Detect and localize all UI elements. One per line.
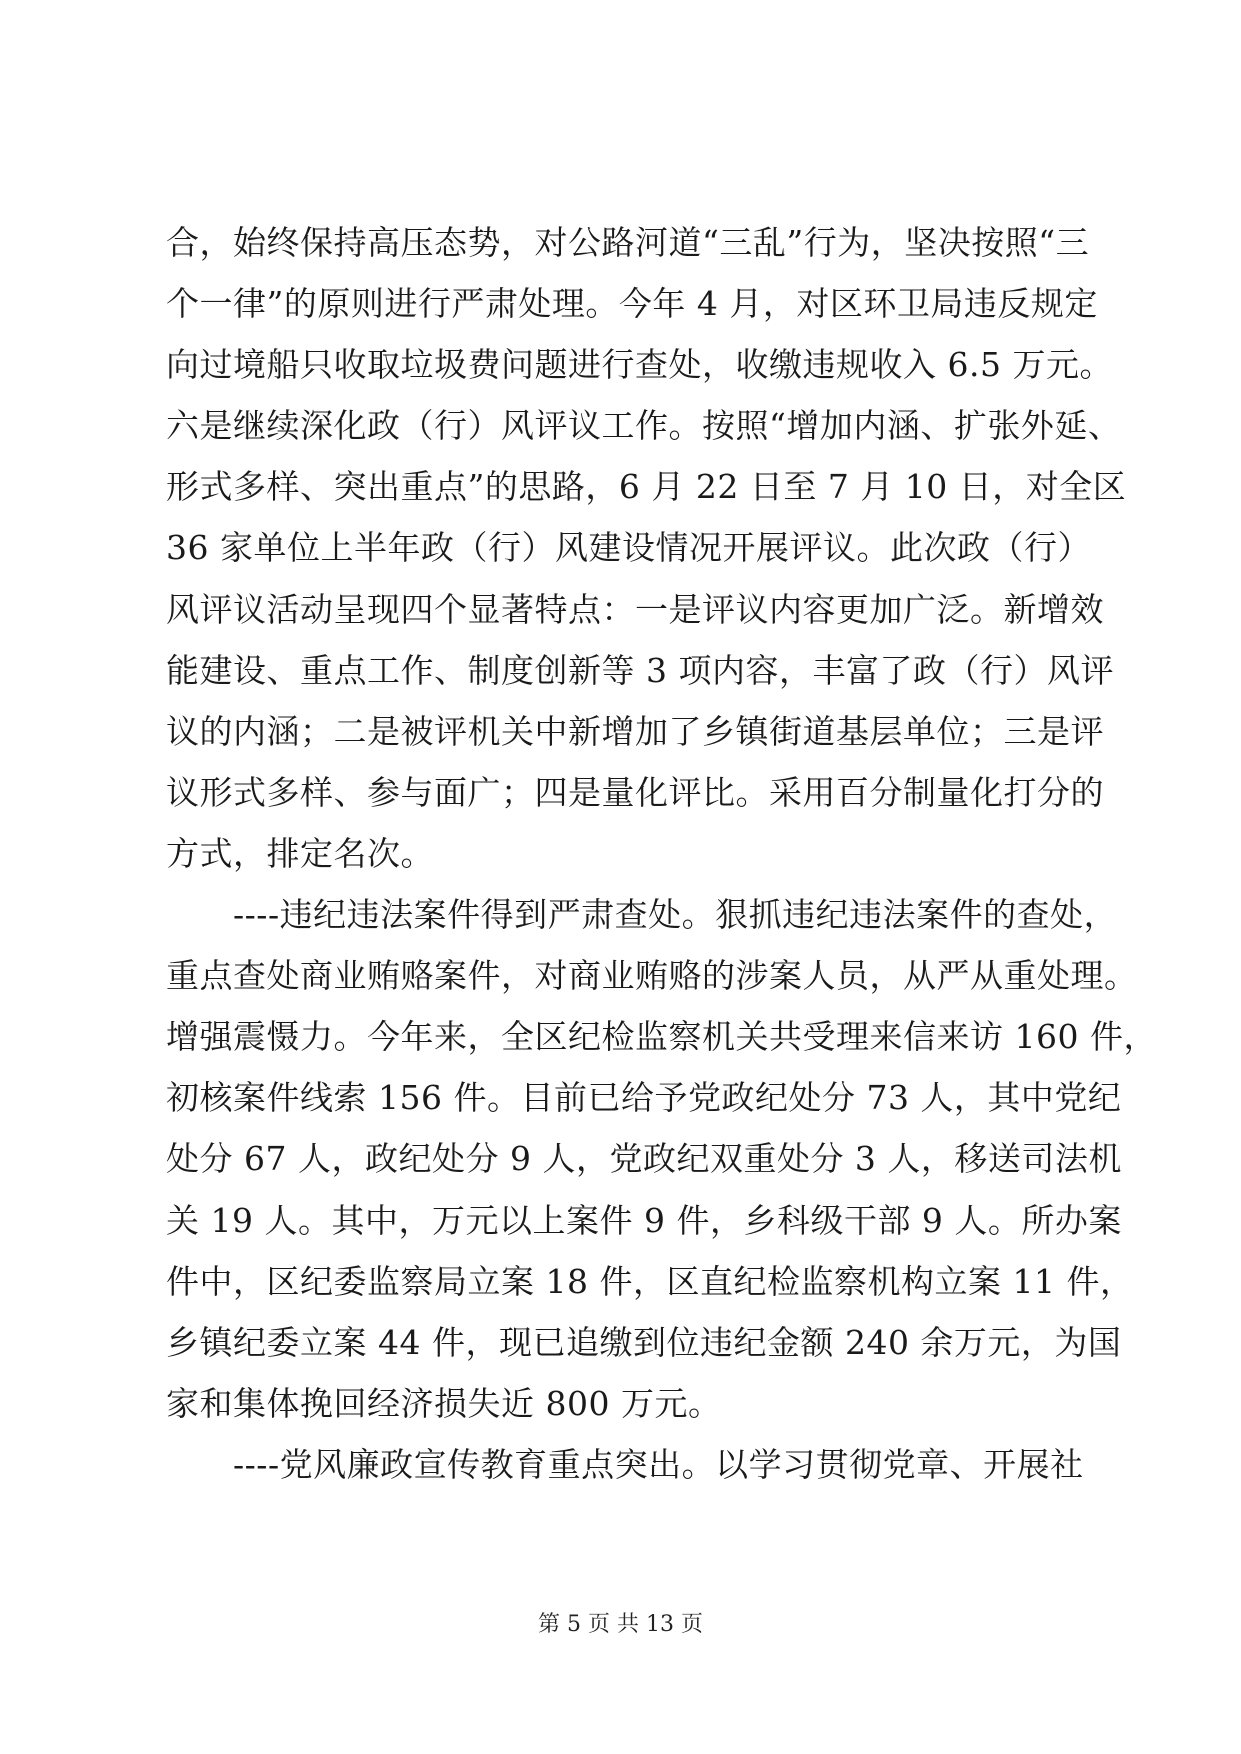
- text-line: 关 19 人。其中，万元以上案件 9 件，乡科级干部 9 人。所办案: [166, 1200, 1122, 1240]
- text-line: 件中，区纪委监察局立案 18 件，区直纪检监察机构立案 11 件，: [166, 1261, 1134, 1301]
- text-line: 合，始终保持高压态势，对公路河道“三乱”行为，坚决按照“三: [166, 223, 1090, 262]
- text-line: 议形式多样、参与面广；四是量化评比。采用百分制量化打分的: [166, 772, 1104, 812]
- text-line: 家和集体挽回经济损失近 800 万元。: [166, 1383, 722, 1423]
- text-line: ----违纪违法案件得到严肃查处。狠抓违纪违法案件的查处，: [166, 895, 1118, 935]
- text-line: 形式多样、突出重点”的思路，6 月 22 日至 7 月 10 日，对全区: [166, 467, 1127, 507]
- text-line: 能建设、重点工作、制度创新等 3 项内容，丰富了政（行）风评: [166, 650, 1114, 690]
- text-line: 增强震慑力。今年来，全区纪检监察机关共受理来信来访 160 件，: [166, 1017, 1157, 1057]
- text-line: 初核案件线索 156 件。目前已给予党政纪处分 73 人，其中党纪: [166, 1078, 1122, 1118]
- text-line: 六是继续深化政（行）风评议工作。按照“增加内涵、扩张外延、: [166, 406, 1122, 446]
- text-line: 重点查处商业贿赂案件，对商业贿赂的涉案人员，从严从重处理。: [166, 956, 1138, 996]
- text-line: 个一律”的原则进行严肃处理。今年 4 月，对区环卫局违反规定: [166, 284, 1098, 324]
- page-number: 第 5 页 共 13 页: [538, 1612, 703, 1637]
- text-line: 议的内涵；二是被评机关中新增加了乡镇街道基层单位；三是评: [166, 711, 1104, 751]
- document-body: [166, 212, 1157, 1495]
- text-line: 方式，排定名次。: [166, 833, 434, 873]
- text-line: 乡镇纪委立案 44 件，现已追缴到位违纪金额 240 余万元，为国: [166, 1322, 1122, 1362]
- text-line: ----党风廉政宣传教育重点突出。以学习贯彻党章、开展社: [166, 1444, 1084, 1484]
- text-line: 风评议活动呈现四个显著特点：一是评议内容更加广泛。新增效: [166, 589, 1104, 629]
- text-line: 向过境船只收取垃圾费问题进行查处，收缴违规收入 6.5 万元。: [166, 345, 1113, 385]
- text-line: 处分 67 人，政纪处分 9 人，党政纪双重处分 3 人，移送司法机: [166, 1139, 1122, 1179]
- text-line: 36 家单位上半年政（行）风建设情况开展评议。此次政（行）: [166, 528, 1091, 568]
